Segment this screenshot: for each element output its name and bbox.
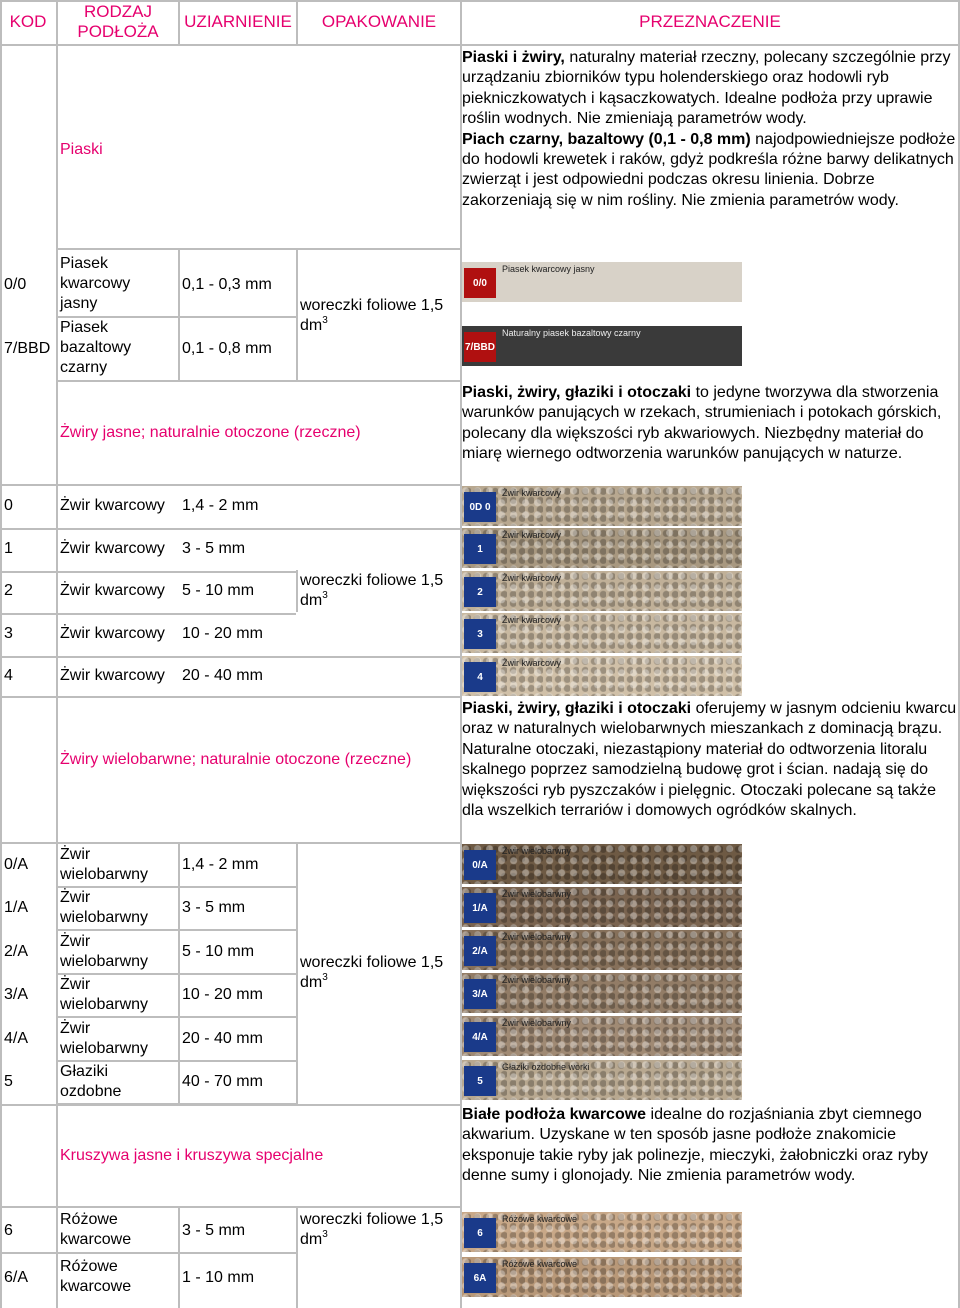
row-name: Żwir wielobarwny (60, 976, 149, 1013)
grid-line (58, 248, 460, 250)
sample-tag: 4 (464, 662, 496, 692)
row-code: 3 (4, 625, 13, 642)
sample-label: Żwir kwarcowy (502, 615, 562, 625)
row-code: 1 (4, 540, 13, 557)
row-size: 40 - 70 mm (182, 1073, 263, 1090)
section-title-zwiry-jasne: Żwiry jasne; naturalnie otoczone (rzeczne) (60, 424, 361, 441)
grid-line (0, 484, 460, 486)
desc-sec2: Piaski, żwiry, głaziki i otoczaki to jedyne tworzywa dla stworzenia warunków panujących w rzekach, strumieniach i potokach górskich, polecany dla większości ryb akwariowych. Niezbędny materiał do miarę wiernego odtworzenia warunków panujących w naturze. (462, 384, 942, 463)
grid-line (296, 0, 298, 46)
row-size: 3 - 5 mm (182, 899, 246, 916)
row-size: 1,4 - 2 mm (182, 856, 259, 873)
row-size: 5 - 10 mm (182, 582, 255, 599)
grid-line (58, 380, 460, 382)
header-rodzaj: RODZAJ PODŁOŻA (77, 2, 159, 41)
row-size: 20 - 40 mm (182, 667, 263, 684)
sample-tag: 5 (464, 1066, 496, 1096)
name-rozowe-2: Różowe kwarcowe (60, 1258, 132, 1295)
size-0-0: 0,1 - 0,3 mm (182, 276, 272, 293)
gravel-row (4, 539, 246, 559)
row-name: Żwir kwarcowy (60, 667, 165, 684)
code-6: 6 (4, 1222, 13, 1239)
row-code: 4 (4, 667, 13, 684)
grid-line (0, 0, 2, 1308)
sample-label: Żwir kwarcowy (502, 488, 562, 498)
grid-line (56, 0, 58, 1308)
grid-line (178, 0, 180, 46)
desc-sec3: Piaski, żwiry, głaziki i otoczaki oferujemy w jasnym odcieniu kwarcu oraz w naturalnych wielobarwnych mieszankach z dominacją brązu. Naturalne otoczaki, niezastąpiony materiał do odtworzenia litoralu skalnego poprzez samodzielną budowę grot i ścian. nadają się do większości ryb pyszczaków i pielęgnic. Otoczaki polecane są także dla wszelkich terrariów i domowych ogródków skalnych. (462, 700, 957, 820)
grid-line (0, 1104, 460, 1106)
header-opakowanie: OPAKOWANIE (321, 12, 437, 31)
size-6: 3 - 5 mm (182, 1222, 246, 1239)
sample-tag: 6A (464, 1263, 496, 1293)
row-code: 4/A (4, 1030, 29, 1047)
sample-tag: 3 (464, 619, 496, 649)
sample-image (462, 1060, 742, 1100)
grid-line (0, 1252, 298, 1254)
sample-label: Żwir kwarcowy (502, 658, 562, 668)
pack-sec1: woreczki foliowe 1,5 $dm^3$ (300, 297, 444, 334)
grid-line (0, 656, 460, 658)
size-6a: 1 - 10 mm (182, 1269, 255, 1286)
sample-image (462, 528, 742, 568)
section-title-zwiry-wielobarwne: Żwiry wielobarwne; naturalnie otoczone (rzeczne) (60, 751, 412, 768)
section-title-piaski: Piaski (60, 141, 103, 158)
sample-label: Żwir kwarcowy (502, 573, 562, 583)
sample-image (462, 887, 742, 927)
row-size: 5 - 10 mm (182, 943, 255, 960)
sample-tag: 7/BBD (464, 332, 496, 362)
sample-label: Żwir wielobarwny (502, 932, 572, 942)
sample-tag: 4/A (464, 1022, 496, 1052)
row-name: Żwir wielobarwny (60, 889, 149, 926)
sample-image-7-bbd (462, 326, 742, 366)
sample-tag: 2 (464, 577, 496, 607)
row-code: 3/A (4, 986, 29, 1003)
grid-line (0, 571, 296, 573)
header-kod: KOD (9, 12, 47, 31)
grid-line (0, 528, 460, 530)
row-name: Żwir wielobarwny (60, 846, 149, 883)
code-0-0: 0/0 (4, 276, 27, 293)
sample-image (462, 1212, 742, 1252)
row-code: 5 (4, 1073, 13, 1090)
sample-tag: 2/A (464, 936, 496, 966)
sample-label: Różowe kwarcowe (502, 1259, 578, 1269)
sample-label: Różowe kwarcowe (502, 1214, 578, 1224)
grid-line (296, 1206, 298, 1308)
header-uziarnienie: UZIARNIENIE (184, 12, 292, 31)
sample-label: Żwir wielobarwny (502, 846, 572, 856)
grid-line (296, 570, 298, 612)
row-name: Żwir kwarcowy (60, 497, 165, 514)
row-code: 2 (4, 582, 13, 599)
row-size: 3 - 5 mm (182, 540, 246, 557)
gravel-row (4, 666, 263, 686)
name-piasek-czarny: Piasek bazaltowy czarny (60, 319, 132, 376)
row-code: 0/A (4, 856, 29, 873)
sample-label: Naturalny piasek bazaltowy czarny (502, 328, 641, 338)
grid-line (0, 1206, 460, 1208)
sample-tag: 1 (464, 534, 496, 564)
grid-line (0, 0, 960, 2)
sample-image (462, 571, 742, 611)
sample-label: Żwir wielobarwny (502, 975, 572, 985)
sample-label: Piasek kwarcowy jasny (502, 264, 595, 274)
grid-line (296, 250, 298, 380)
section-title-kruszywa: Kruszywa jasne i kruszywa specjalne (60, 1147, 324, 1164)
grid-line (178, 1206, 180, 1308)
code-6a: 6/A (4, 1269, 29, 1286)
sample-image (462, 1257, 742, 1297)
sample-image (462, 613, 742, 653)
gravel-row (4, 496, 259, 516)
grid-line (0, 842, 460, 844)
pack-sec3: woreczki foliowe 1,5 $dm^3$ (300, 954, 444, 991)
sample-image (462, 656, 742, 696)
sample-label: Głaziki ozdobne worki (502, 1062, 590, 1072)
row-name: Żwir kwarcowy (60, 582, 165, 599)
row-size: 10 - 20 mm (182, 986, 263, 1003)
row-name: Żwir kwarcowy (60, 625, 165, 642)
sample-tag: 0/A (464, 850, 496, 880)
sample-image (462, 844, 742, 884)
grid-line (0, 696, 460, 698)
row-name: Żwir wielobarwny (60, 933, 149, 970)
desc-sec4: Białe podłoża kwarcowe idealne do rozjaśniania zbyt ciemnego akwarium. Uzyskane w ten sposób jasne podłoże znakomicie eksponuje takie ryby jak polinezje, mieczyki, żałobniczki oraz ryby denne sumy i glonojady. Nie zmienia parametrów wody. (462, 1106, 928, 1185)
row-code: 2/A (4, 943, 29, 960)
pack-sec2: woreczki foliowe 1,5 $dm^3$ (300, 572, 444, 609)
pack-sec4: woreczki foliowe 1,5 $dm^3$ (300, 1211, 444, 1248)
grid-line (178, 844, 180, 1104)
row-size: 10 - 20 mm (182, 625, 263, 642)
row-code: 0 (4, 497, 13, 514)
row-name: Żwir wielobarwny (60, 1020, 149, 1057)
name-piasek-jasny: Piasek kwarcowy jasny (60, 255, 131, 312)
grid-line (178, 250, 180, 380)
sample-tag: 6 (464, 1218, 496, 1248)
desc-sec1: Piaski i żwiry, naturalny materiał rzeczny, polecany szczególnie przy urządzaniu zbiorników typu holenderskiego oraz hodowli ryb piekniczkowatych i kąsaczkowatych. Idealne podłoża przy uprawie roślin wodnych. Nie zmieniają parametrów wody. Piach czarny, bazaltowy (0,1 - 0,8 mm) najodpowiedniejsze podłoże do hodowli krewetek i raków, gdyż podkreśla różne barwy delikatnych zwierząt i jest odpowiedni podczas okresu linienia. Dobrze zakorzeniają się w nim rośliny. Nie zmienia parametrów wody. (462, 49, 956, 209)
grid-line (0, 44, 960, 46)
sample-tag: 1/A (464, 893, 496, 923)
sample-image (462, 1016, 742, 1056)
sample-tag: 3/A (464, 979, 496, 1009)
row-name: Żwir kwarcowy (60, 540, 165, 557)
sample-label: Żwir kwarcowy (502, 530, 562, 540)
header-przeznaczenie: PRZEZNACZENIE (639, 12, 781, 31)
grid-line (296, 844, 298, 1104)
row-code: 1/A (4, 899, 29, 916)
sample-tag: 0/0 (464, 268, 496, 298)
name-rozowe-1: Różowe kwarcowe (60, 1211, 132, 1248)
gravel-row (4, 624, 263, 644)
size-7-bbd: 0,1 - 0,8 mm (182, 340, 272, 357)
code-7-bbd: 7/BBD (4, 340, 51, 357)
grid-line (0, 613, 296, 615)
sample-label: Żwir wielobarwny (502, 1018, 572, 1028)
sample-image (462, 930, 742, 970)
row-size: 20 - 40 mm (182, 1030, 263, 1047)
row-name: Głaziki ozdobne (60, 1063, 122, 1100)
sample-image (462, 486, 742, 526)
row-size: 1,4 - 2 mm (182, 497, 259, 514)
gravel-row (4, 581, 255, 601)
sample-image (462, 973, 742, 1013)
sample-label: Żwir wielobarwny (502, 889, 572, 899)
sample-image-0-0 (462, 262, 742, 302)
sample-tag: 0D 0 (464, 492, 496, 522)
